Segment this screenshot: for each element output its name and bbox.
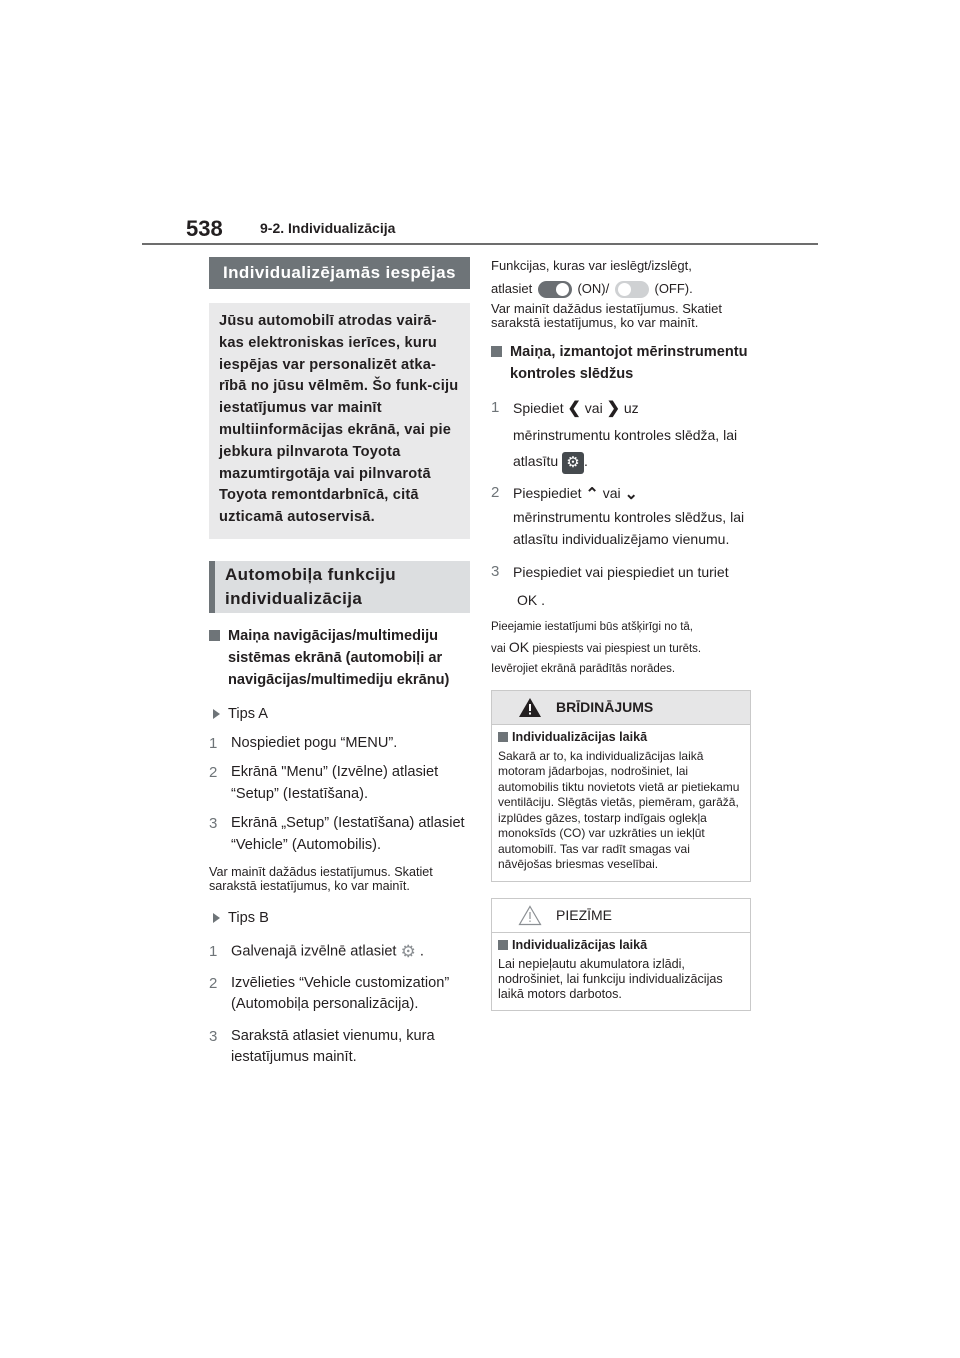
square-bullet-icon [209, 630, 220, 641]
toggle-off-icon [615, 281, 649, 298]
step-a1: 1 Nospiediet pogu “MENU”. [209, 734, 398, 752]
warning-subtitle: Individualizācijas laikā [492, 725, 750, 745]
block-title-meter: Maiņa, izmantojot mērinstrumentu kontroles slēdžus [491, 341, 751, 385]
ok-note-3: Ievērojiet ekrānā parādītās norādes. [491, 662, 676, 675]
func-line-2: atlasiet (ON)/ (OFF). [491, 280, 751, 298]
page-number: 538 [186, 216, 223, 241]
warning-box [491, 690, 751, 882]
notice-header: PIEZĪME [492, 899, 750, 933]
meter-step-1: 1 Spiediet ❮ vai ❯ uz mērinstrumentu kontroles slēdža, lai atlasītu ⚙ . [491, 395, 751, 474]
func-line-1: Funkcijas, kuras var ieslēgt/izslēgt, [491, 258, 692, 273]
square-bullet-icon [491, 346, 502, 357]
step-a2: 2 Ekrānā "Menu” (Izvēlne) atlasiet “Setup” (Iestatīšana). [209, 764, 439, 802]
square-bullet-icon [498, 732, 508, 742]
ok-note-2: vai OK piespiests vai piespiest un turēts. [491, 638, 702, 655]
tips-b: Tips B [209, 907, 470, 929]
meter-step-2: 2 Piespiediet ⌃ vai ⌄ mērinstrumentu kontroles slēdžus, lai atlasītu individualizējamo vienumu. [491, 484, 745, 547]
right-column [491, 257, 751, 1011]
ok-button-label: OK [517, 591, 538, 608]
gear-icon: ⚙ [562, 452, 584, 474]
block-title-navigation: Maiņa navigācijas/multimediju sistēmas ekrānā (automobiļi ar navigācijas/multimediju ekrānu) [209, 625, 470, 691]
triangle-bullet-icon [213, 709, 220, 719]
step-a3: 3 Ekrānā „Setup” (Iestatīšana) atlasiet “Vehicle” (Automobilis). [209, 815, 465, 853]
chevron-left-icon: ❮ [567, 400, 581, 418]
chevron-up-icon: ⌃ [585, 485, 599, 503]
section-title: Individualizējamās iespējas [209, 257, 470, 289]
meter-step-3: 3 Piespiediet vai piespiediet un turiet OK . [491, 562, 729, 608]
notice-box [491, 898, 751, 1011]
chevron-right-icon: ❯ [606, 400, 620, 418]
chevron-down-icon: ⌄ [624, 485, 638, 503]
intro-text: Jūsu automobilī atrodas vairā-kas elektroniskas ierīces, kuru iespējas var personalizēt atka-rībā no jūsu vēlmēm. Šo funk-ciju iestatījumus var mainīt multiinformācijas ekrānā, vai pie jebkura pilnvarota Toyota mazumtirgotāja vai pilnvarotā Toyota remontdarbnīcā, citā uzticamā autoservisā. [209, 303, 470, 539]
func-note: Var mainīt dažādus iestatījumus. Skatiet sarakstā iestatījumus, ko var mainīt. [491, 301, 722, 330]
square-bullet-icon [498, 940, 508, 950]
toggle-on-icon [538, 281, 572, 298]
subsection-title: Automobiļa funkciju individualizācija [209, 561, 470, 613]
notice-body: Lai nepieļautu akumulatora izlādi, nodrošiniet, lai funkciju individualizācijas laikā motors darbotos. [498, 956, 723, 1001]
warning-header: BRĪDINĀJUMS [492, 691, 750, 725]
step-b2: 2 Izvēlieties “Vehicle customization” (Automobiļa personalizācija). [209, 974, 450, 1013]
tips-a: Tips A [209, 703, 470, 725]
settings-note: Var mainīt dažādus iestatījumus. Skatiet sarakstā iestatījumus, ko var mainīt. [209, 865, 433, 893]
step-b3: 3 Sarakstā atlasiet vienumu, kura iestatījumus mainīt. [209, 1027, 435, 1066]
ok-label: OK [508, 638, 530, 655]
warning-body: Sakarā ar to, ka individualizācijas laikā motoram jādarbojas, nodrošiniet, lai automobilis tiktu novietots vietā ar pietiekamu ventilāciju. Slēgtās vietās, piemēram, garāžā, izplūdes gāzes, tostarp indīgais oglekļa monoksīds (CO) var uzkrāties un iekļūt automobilī. Tas var radīt smagas vai nāvējošas briesmas veselībai. [498, 748, 740, 872]
warning-icon [518, 697, 542, 718]
notice-icon [518, 905, 542, 926]
left-column [209, 257, 470, 1069]
gear-icon: ⚙ [400, 941, 416, 961]
header-divider [142, 243, 818, 245]
chapter-title: 9-2. Individualizācija [260, 220, 396, 236]
triangle-bullet-icon [213, 913, 220, 923]
step-b1: 1 Galvenajā izvēlnē atlasiet ⚙ . [209, 941, 424, 961]
notice-subtitle: Individualizācijas laikā [492, 933, 750, 953]
ok-note-1: Pieejamie iestatījumi būs atšķirīgi no tā, [491, 620, 693, 633]
